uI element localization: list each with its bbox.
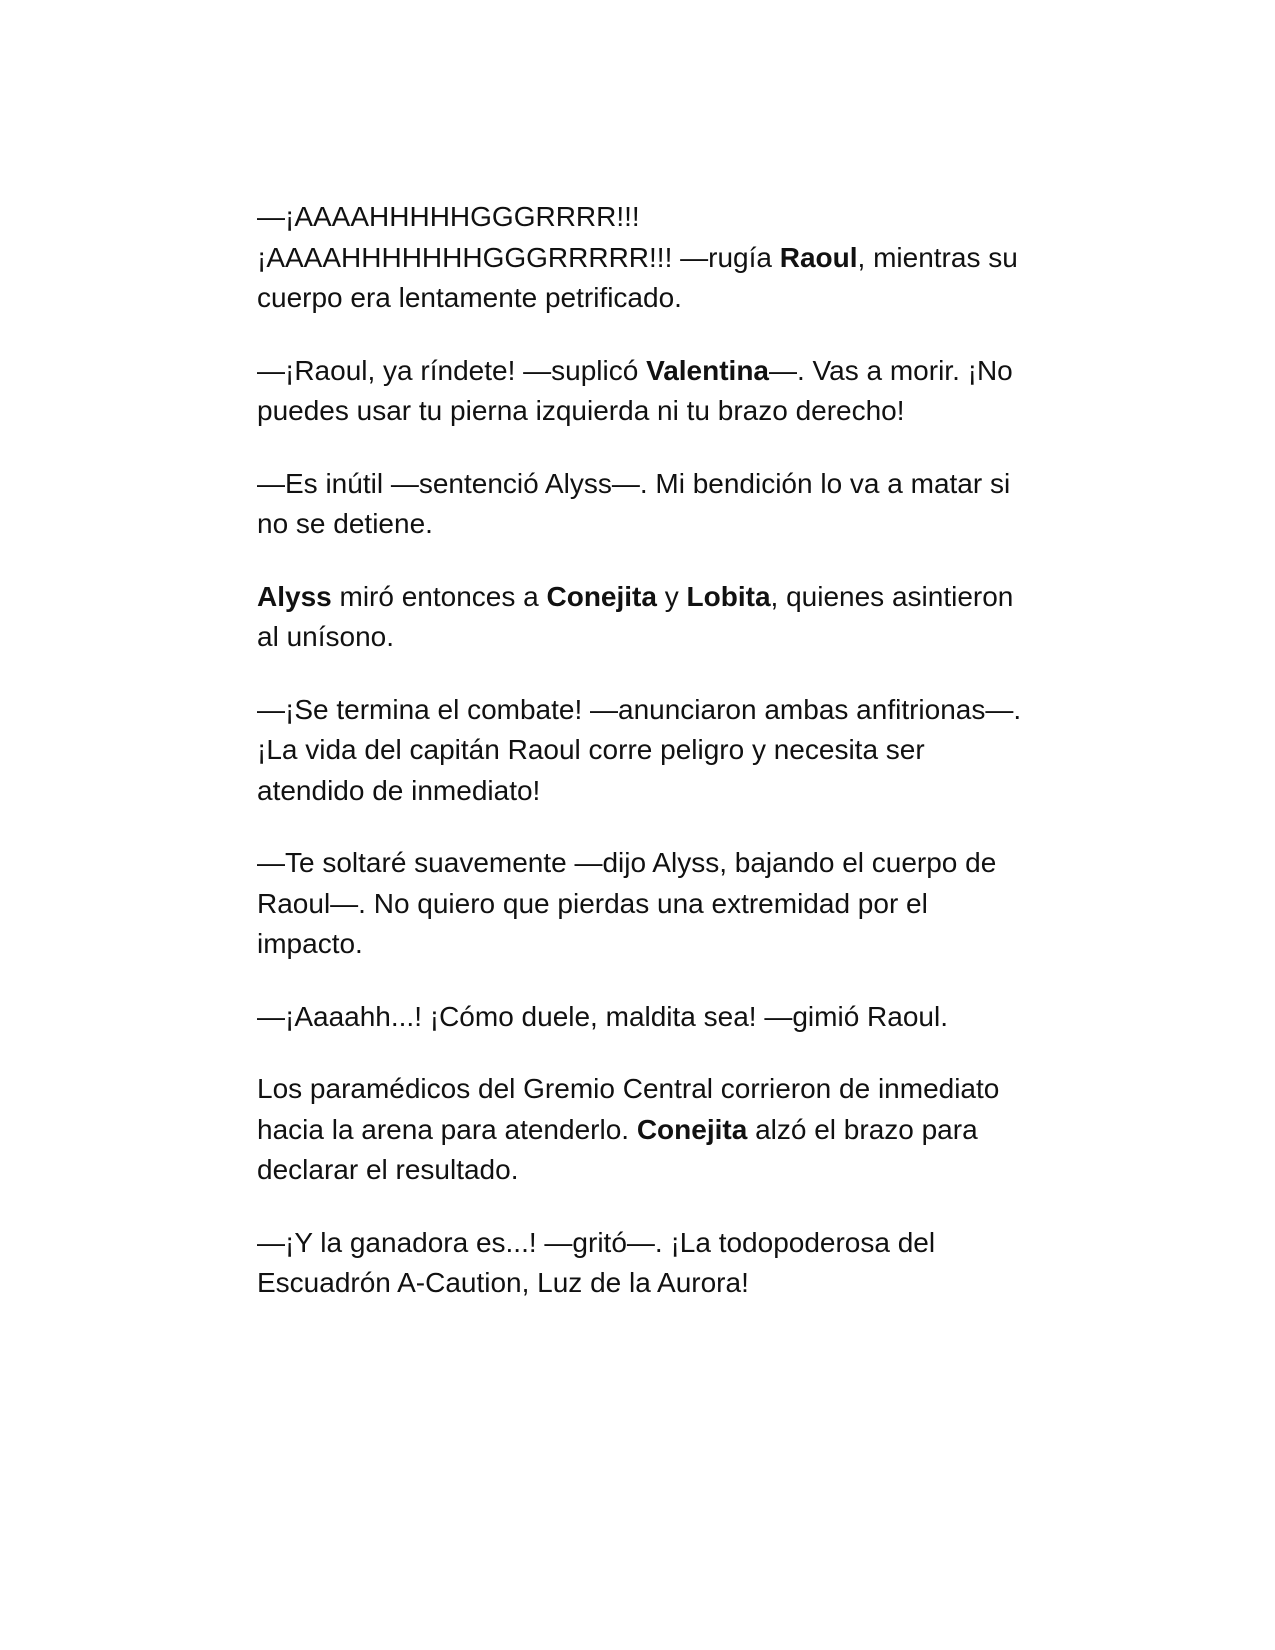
character-name: Lobita xyxy=(686,580,771,612)
paragraph: —¡AAAAHHHHHGGGRRRR!!! ¡AAAAHHHHHHHGGGRRRRR!!! —rugía Raoul, mientras su cuerpo era lentamente petrificado. xyxy=(257,201,1018,313)
paragraph: —Es inútil —sentenció Alyss—. Mi bendición lo va a matar si no se detiene. xyxy=(257,467,1011,539)
character-name: Conejita xyxy=(636,1113,748,1145)
character-name: Valentina xyxy=(646,354,769,386)
paragraph: —¡Raoul, ya ríndete! —suplicó Valentina—. Vas a morir. ¡No puedes usar tu pierna izquierda ni tu brazo derecho! xyxy=(257,354,1013,426)
paragraph: Los paramédicos del Gremio Central corrieron de inmediato hacia la arena para atenderlo. Conejita alzó el brazo para declarar el resultado. xyxy=(257,1073,1000,1185)
story-text xyxy=(257,197,1027,1336)
paragraph: —¡Aaaahh...! ¡Cómo duele, maldita sea! —gimió Raoul. xyxy=(257,1000,948,1032)
paragraph: —Te soltaré suavemente —dijo Alyss, bajando el cuerpo de Raoul—. No quiero que pierdas una extremidad por el impacto. xyxy=(257,847,997,959)
paragraph: —¡Se termina el combate! —anunciaron ambas anfitrionas—. ¡La vida del capitán Raoul corre peligro y necesita ser atendido de inmediato! xyxy=(257,693,1022,806)
character-name: Raoul xyxy=(779,241,858,273)
character-name: Alyss xyxy=(257,580,332,612)
character-name: Conejita xyxy=(546,580,657,612)
paragraph: Alyss miró entonces a Conejita y Lobita, quienes asintieron al unísono. xyxy=(257,580,1014,652)
paragraph: —¡Y la ganadora es...! —gritó—. ¡La todopoderosa del Escuadrón A-Caution, Luz de la Aurora! xyxy=(257,1226,936,1298)
